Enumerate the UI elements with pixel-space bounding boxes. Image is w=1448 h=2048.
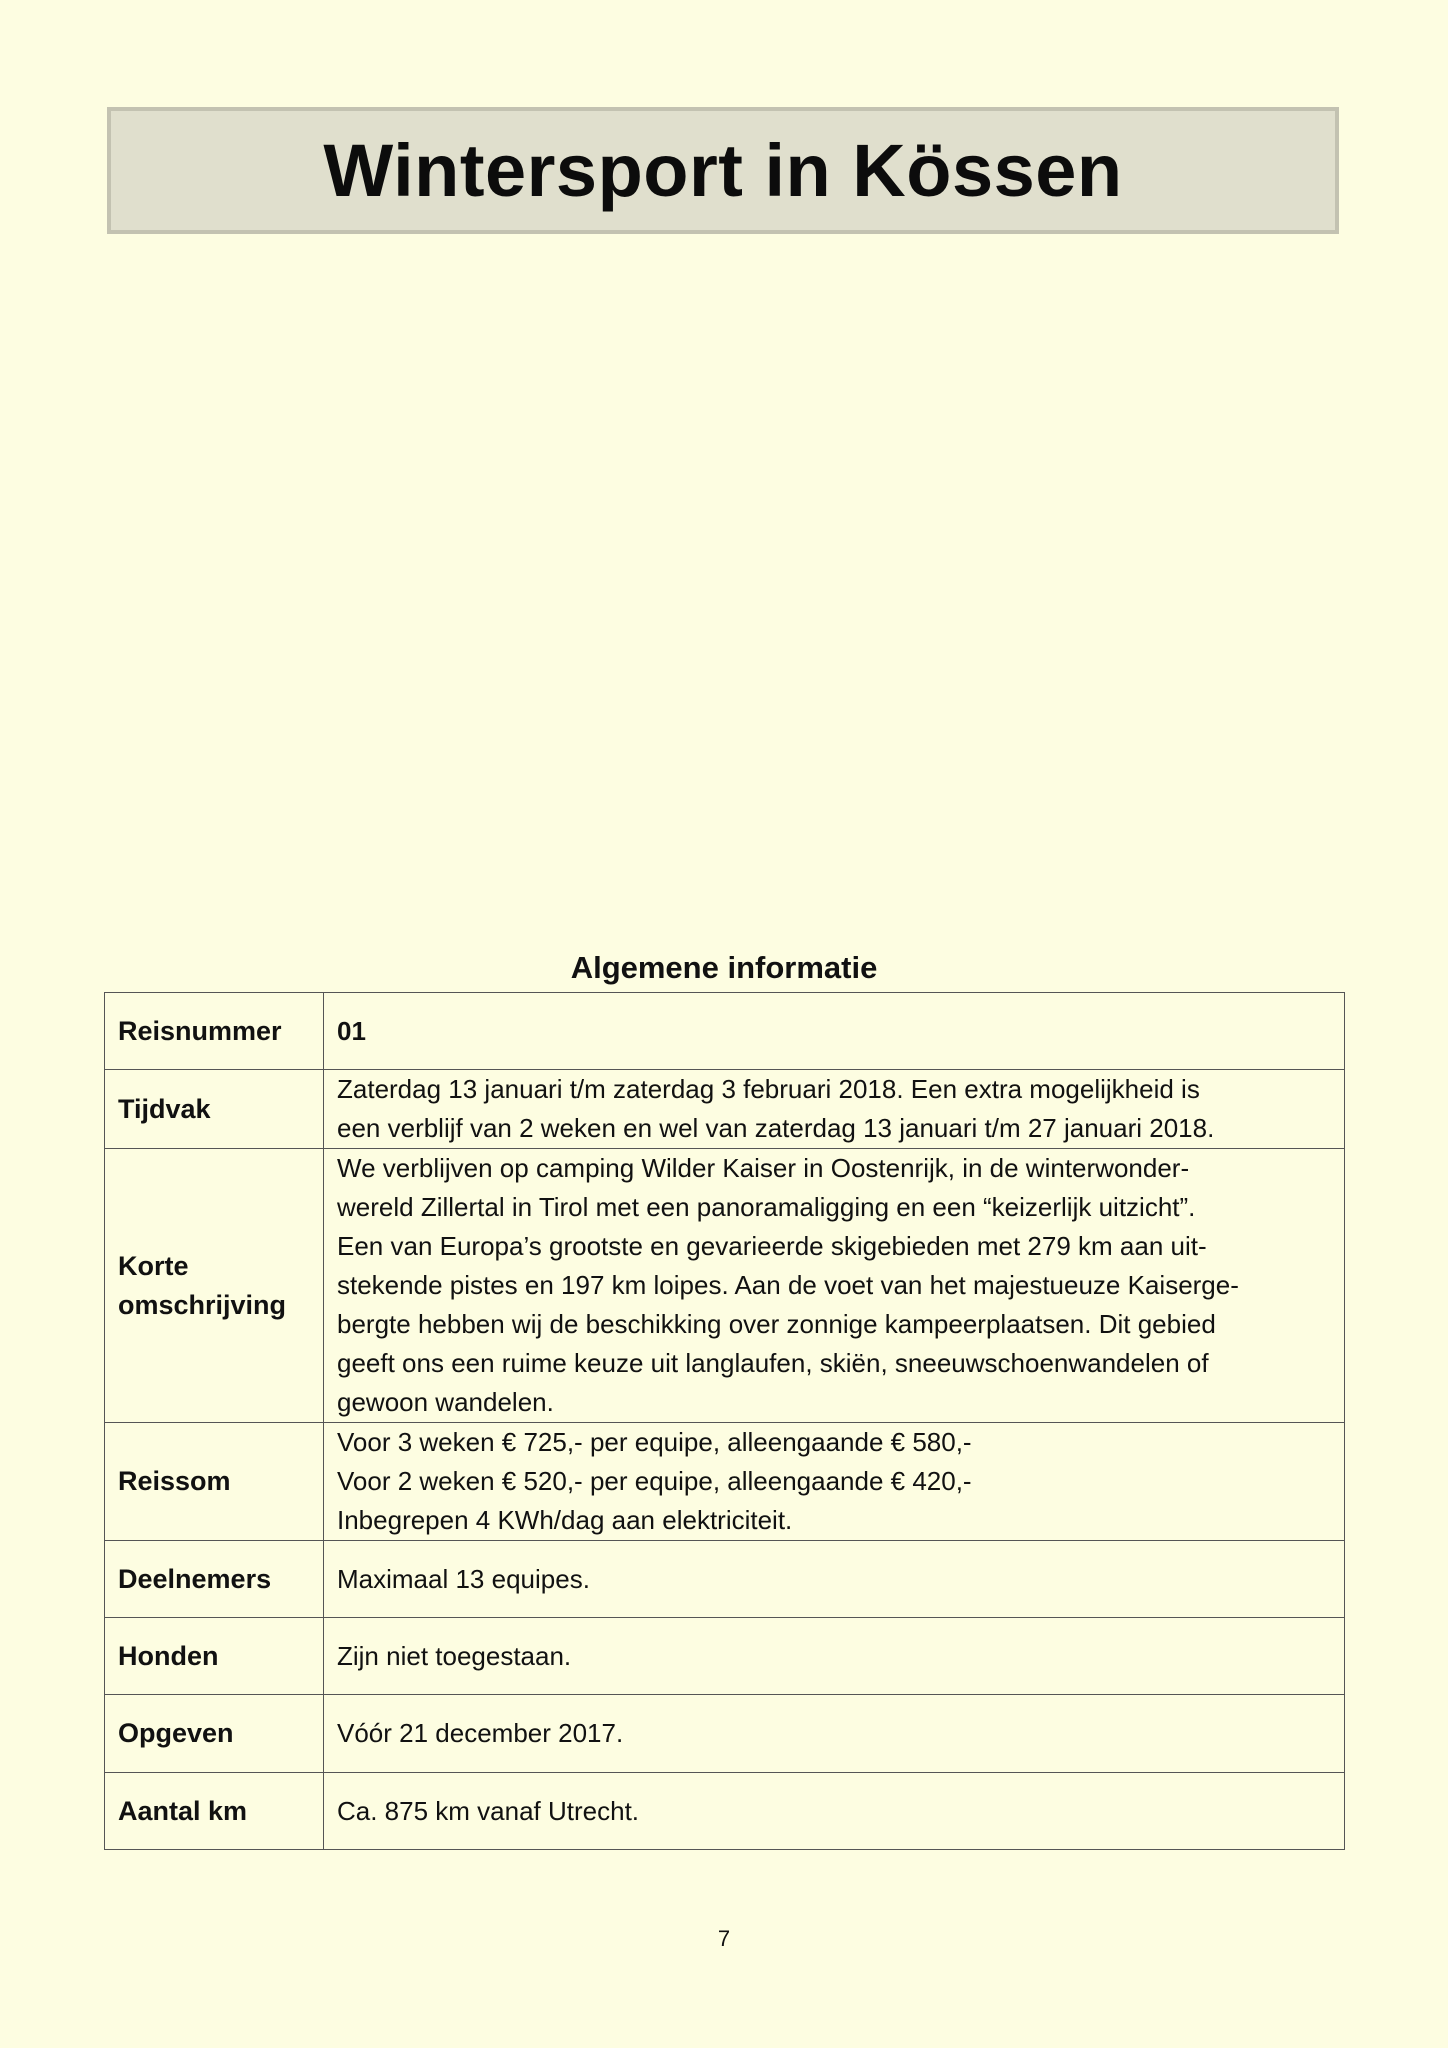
table-row-reissom xyxy=(105,1423,1345,1541)
row-label: Opgeven xyxy=(105,1695,324,1773)
row-value: We verblijven op camping Wilder Kaiser in Oostenrijk, in de winterwonder- wereld Zillertal in Tirol met een panoramaligging en een “keizerlijk uitzicht”. Een van Europa’s grootste en gevarieerde skigebieden met 279 km aan uit- stekende pistes en 197 km loipes. Aan de voet van het majestueuze Kaiserge- bergte hebben wij de beschikking over zonnige kampeerplaatsen. Dit gebied geeft ons een ruime keuze uit langlaufen, skiën, sneeuwschoenwandelen of gewoon wandelen. xyxy=(324,1149,1345,1423)
row-value: Ca. 875 km vanaf Utrecht. xyxy=(324,1773,1345,1850)
title-banner xyxy=(107,107,1339,234)
table-row-deelnemers xyxy=(105,1541,1345,1618)
row-label: Deelnemers xyxy=(105,1541,324,1618)
page-number: 7 xyxy=(717,1926,731,1951)
page-title: Wintersport in Kössen xyxy=(323,129,1123,212)
row-label: Reisnummer xyxy=(105,993,324,1070)
row-value: Vóór 21 december 2017. xyxy=(324,1695,1345,1773)
table-row-korte-omschrijving xyxy=(105,1149,1345,1423)
row-label: Aantal km xyxy=(105,1773,324,1850)
table-row-reisnummer xyxy=(105,993,1345,1070)
row-value: Zaterdag 13 januari t/m zaterdag 3 februari 2018. Een extra mogelijkheid is een verblijf van 2 weken en wel van zaterdag 13 januari t/m 27 januari 2018. xyxy=(324,1070,1345,1149)
section-heading: Algemene informatie xyxy=(570,950,878,985)
table-row-opgeven xyxy=(105,1695,1345,1773)
row-label: Reissom xyxy=(105,1423,324,1541)
row-label: Tijdvak xyxy=(105,1070,324,1149)
table-row-honden xyxy=(105,1618,1345,1695)
row-value: Voor 3 weken € 725,- per equipe, alleengaande € 580,- Voor 2 weken € 520,- per equipe, alleengaande € 420,- Inbegrepen 4 KWh/dag aan elektriciteit. xyxy=(324,1423,1345,1541)
row-label: Korte omschrijving xyxy=(105,1149,324,1423)
row-value: Zijn niet toegestaan. xyxy=(324,1618,1345,1695)
row-value: 01 xyxy=(324,993,1345,1070)
row-value: Maximaal 13 equipes. xyxy=(324,1541,1345,1618)
row-label: Honden xyxy=(105,1618,324,1695)
info-table xyxy=(104,992,1345,1850)
table-row-aantal-km xyxy=(105,1773,1345,1850)
table-row-tijdvak xyxy=(105,1070,1345,1149)
